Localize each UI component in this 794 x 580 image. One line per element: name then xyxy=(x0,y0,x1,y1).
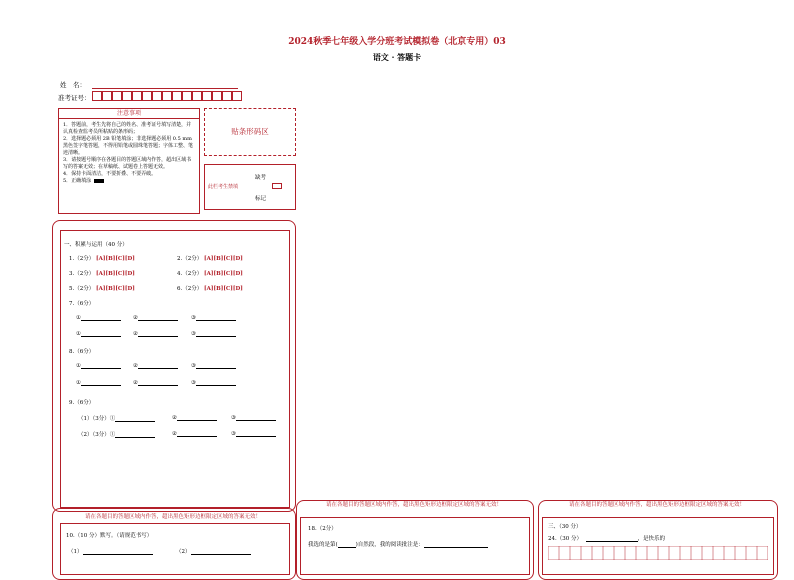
page-title: 2024秋季七年级入学分班考试模拟卷（北京专用）03 xyxy=(288,37,506,47)
warning-text: 请在各题目的答题区域内作答，超出黑色矩形边框限定区域的答案无效！ xyxy=(325,502,502,508)
q7-label: 7.（6分） xyxy=(69,301,95,307)
notice-title: 注意事项 xyxy=(59,109,199,119)
composition-grid[interactable] xyxy=(548,546,768,560)
filled-mark-icon xyxy=(94,179,104,183)
q10-blank[interactable]: （1） xyxy=(68,547,153,555)
q18-text[interactable]: 我选的是第( )自然段，我的阅读批注是： xyxy=(308,540,488,548)
mc-question[interactable]: 2.（2分） [A][B][C][D] xyxy=(177,256,243,262)
q9-part2-blank[interactable]: ③ xyxy=(231,430,276,437)
name-label: 姓 名： xyxy=(60,81,86,89)
q7-blank-row[interactable]: ① xyxy=(76,330,121,337)
q7-blank-row[interactable]: ③ xyxy=(191,330,236,337)
q7-blank-row[interactable]: ① xyxy=(76,314,121,321)
q8-blank-row[interactable]: ① xyxy=(76,379,121,386)
mc-question[interactable]: 3.（2分） [A][B][C][D] xyxy=(69,271,135,277)
absent-checkbox[interactable] xyxy=(272,183,282,189)
q24-prompt[interactable]: 24.（30 分） ，是快乐的 xyxy=(548,536,666,542)
mc-question[interactable]: 6.（2分） [A][B][C][D] xyxy=(177,286,243,292)
notice-box xyxy=(58,108,200,214)
exam-no-grid[interactable] xyxy=(92,91,242,101)
q10-label: 10.（10 分）默写。（请规范书写） xyxy=(66,533,153,539)
q7-blank-row[interactable]: ② xyxy=(133,314,178,321)
q8-blank-row[interactable]: ③ xyxy=(191,362,236,369)
q9-part1[interactable]: （1）（3分）① xyxy=(78,414,155,422)
notice-item: 3．请按题号顺序在各题目的答题区域内作答，超出区域书写的答案无效；在草稿纸、试题卷上答题无效。 xyxy=(63,157,192,170)
q9-label: 9.（6分） xyxy=(69,400,95,406)
q9-part1-blank[interactable]: ③ xyxy=(231,414,276,421)
q8-label: 8.（6分） xyxy=(69,349,95,355)
q8-blank-row[interactable]: ① xyxy=(76,362,121,369)
warning-text: 请在各题目的答题区域内作答，超出黑色矩形边框限定区域的答案无效！ xyxy=(568,502,745,508)
name-field[interactable] xyxy=(92,80,238,89)
q9-part2-blank[interactable]: ② xyxy=(172,430,217,437)
q8-blank-row[interactable]: ② xyxy=(133,362,178,369)
mc-question[interactable]: 4.（2分） [A][B][C][D] xyxy=(177,271,243,277)
q9-part1-blank[interactable]: ② xyxy=(172,414,217,421)
notice-item: 1．答题前，考生先将自己的姓名、准考证号填写清楚，并认真检查监考员所粘贴的条形码； xyxy=(63,122,192,135)
exam-no-label: 准考证号： xyxy=(58,94,91,102)
composition-grid-lines xyxy=(548,546,768,560)
absent-box xyxy=(204,164,296,210)
q9-part2[interactable]: （2）（3分）① xyxy=(78,430,155,438)
barcode-label: 贴条形码区 xyxy=(231,127,269,136)
section3-heading: 三、（30 分） xyxy=(548,524,582,530)
page-subtitle: 语文 · 答题卡 xyxy=(372,52,422,62)
q8-blank-row[interactable]: ② xyxy=(133,379,178,386)
q10-blank[interactable]: （2） xyxy=(176,547,251,555)
barcode-area xyxy=(204,108,296,156)
notice-item: 4．保持卡面清洁，不要折叠、不要弄破。 xyxy=(63,171,157,177)
notice-item-fill-example: 5．正确填涂 xyxy=(63,178,195,185)
mc-question[interactable]: 1.（2分） [A][B][C][D] xyxy=(69,256,135,262)
q7-blank-row[interactable]: ③ xyxy=(191,314,236,321)
absent-mark-label: 缺考 xyxy=(255,175,267,181)
section1-heading: 一、积累与运用（40 分） xyxy=(64,242,128,248)
q8-blank-row[interactable]: ③ xyxy=(191,379,236,386)
absent-mark-label-2: 标记 xyxy=(255,196,267,202)
q7-blank-row[interactable]: ② xyxy=(133,330,178,337)
absent-note: 此栏考生禁填 xyxy=(208,184,239,190)
notice-item: 2．选择题必须用 2B 铅笔填涂；非选择题必须用 0.5 mm黑色签字笔答题，不得用铅笔或圆珠笔答题；字体工整、笔迹清晰。 xyxy=(63,136,194,156)
q18-label: 18.（2分） xyxy=(308,526,337,532)
mc-question[interactable]: 5.（2分） [A][B][C][D] xyxy=(69,286,135,292)
warning-text: 请在各题目的答题区域内作答，超出黑色矩形边框限定区域的答案无效！ xyxy=(84,514,261,520)
